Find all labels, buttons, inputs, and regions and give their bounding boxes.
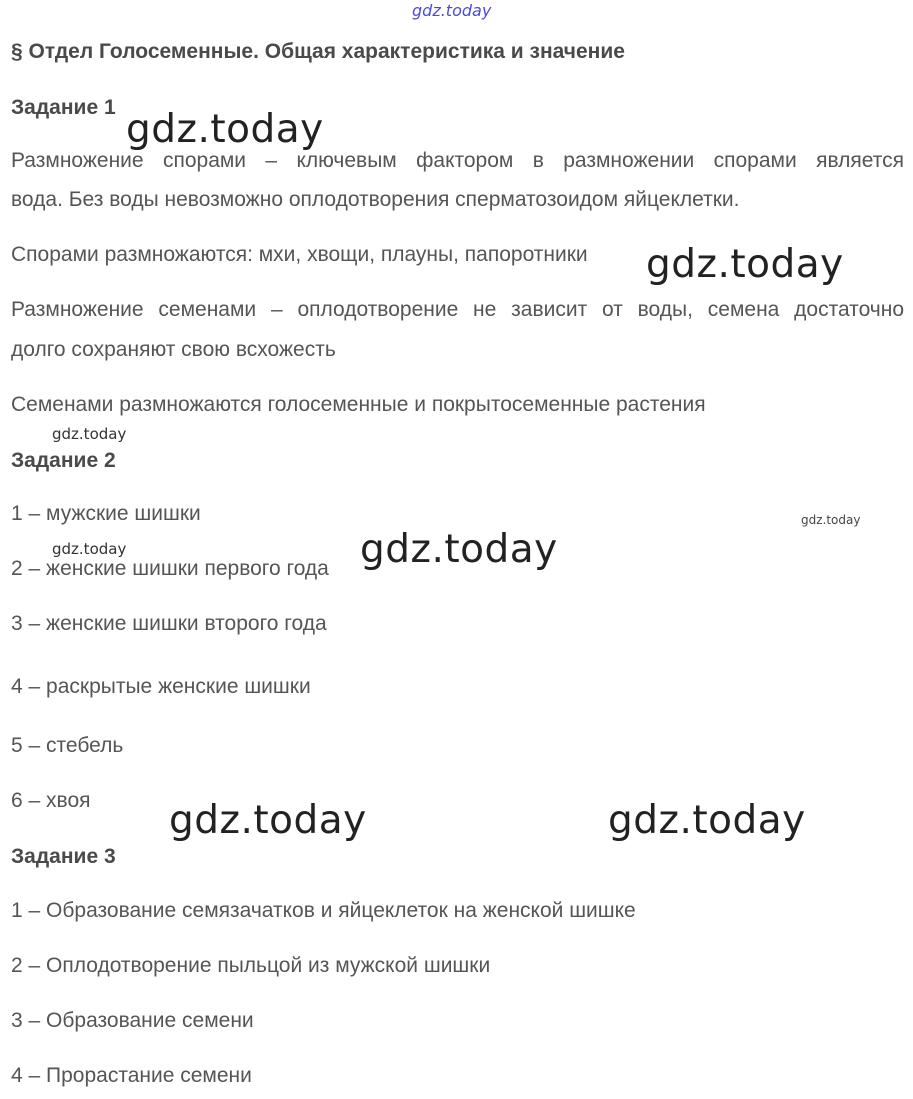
task3-item: 4 – Прорастание семени [11, 1064, 252, 1087]
task2-heading: Задание 2 [11, 449, 116, 472]
watermark-4: gdz.today [801, 513, 861, 527]
watermark-8: gdz.today [608, 798, 806, 843]
task2-item: 5 – стебель [11, 734, 124, 757]
task1-paragraph1-line2: вода. Без воды невозможно оплодотворения сперматозоидом яйцеклетки. [11, 188, 740, 211]
task1-paragraph3-line2: долго сохраняют свою всхожесть [11, 338, 336, 361]
task2-item: 1 – мужские шишки [11, 502, 201, 525]
page-title: § Отдел Голосеменные. Общая характеристика и значение [11, 40, 625, 63]
watermark-7: gdz.today [169, 798, 367, 843]
watermark-5: gdz.today [52, 540, 127, 558]
task2-item: 2 – женские шишки первого года [11, 557, 329, 580]
task1-paragraph3-line1: Размножение семенами – оплодотворение не зависит от воды, семена достаточно [11, 298, 904, 321]
task1-paragraph1-line1: Размножение спорами – ключевым фактором в размножении спорами является [11, 149, 904, 172]
task2-item: 3 – женские шишки второго года [11, 612, 327, 635]
task3-heading: Задание 3 [11, 845, 116, 868]
task2-item: 4 – раскрытые женские шишки [11, 675, 311, 698]
task1-heading: Задание 1 [11, 96, 116, 119]
watermark-6: gdz.today [360, 527, 558, 572]
task3-item: 2 – Оплодотворение пыльцой из мужской шишки [11, 954, 491, 977]
watermark-1: gdz.today [126, 107, 324, 152]
task3-item: 1 – Образование семязачатков и яйцеклеток на женской шишке [11, 899, 636, 922]
task1-paragraph2: Спорами размножаются: мхи, хвощи, плауны, папоротники [11, 243, 588, 266]
task3-item: 3 – Образование семени [11, 1009, 254, 1032]
task2-item: 6 – хвоя [11, 789, 91, 812]
watermark-2: gdz.today [646, 242, 844, 287]
watermark-top: gdz.today [412, 1, 492, 20]
watermark-3: gdz.today [52, 425, 127, 443]
task1-paragraph4: Семенами размножаются голосеменные и покрытосеменные растения [11, 393, 706, 416]
